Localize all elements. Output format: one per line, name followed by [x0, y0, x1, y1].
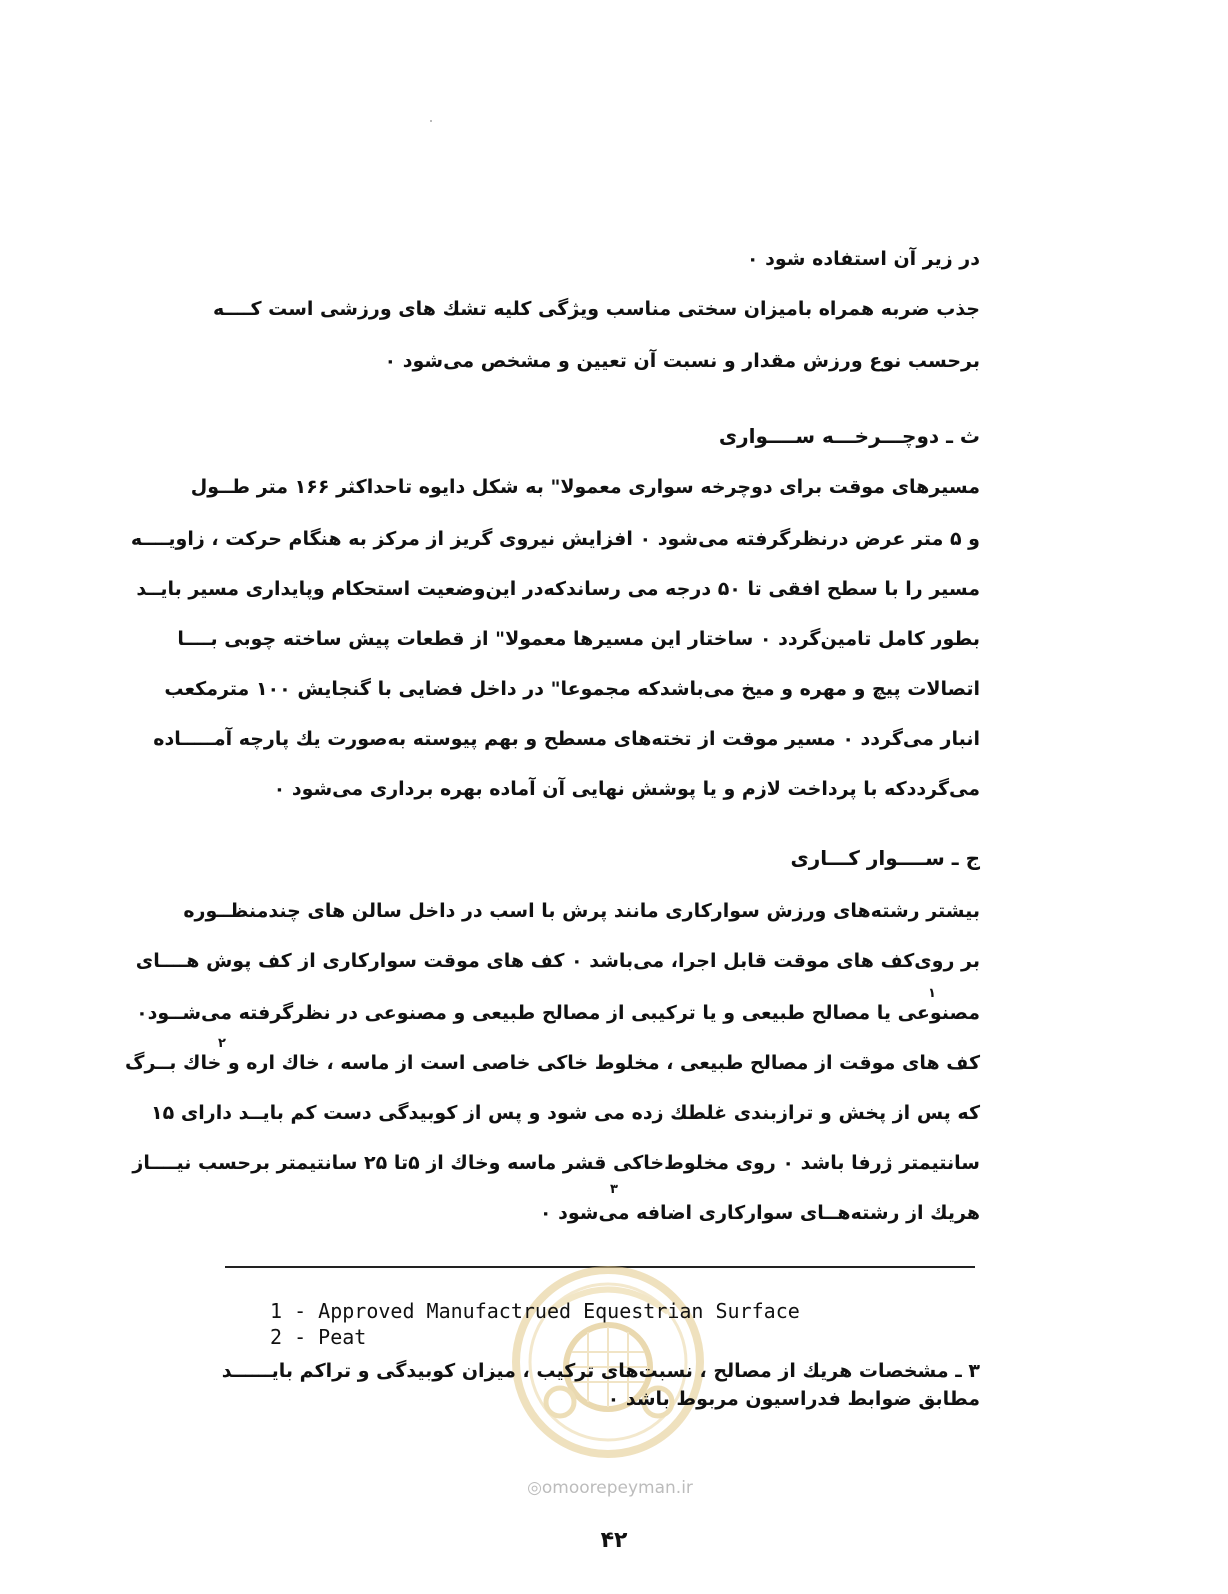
footnote-1: 1 - Approved Manufactrued Equestrian Surface: [270, 1299, 800, 1323]
section-heading-cycling: ث ـ دوچـــرخـــه ســــواری: [718, 424, 980, 448]
footnote-marker-1: ۱: [928, 986, 936, 1001]
equestrian-line-7: هریك از رشته‌هــای سوارکاری اضافه می‌شود ۰: [539, 1202, 980, 1224]
page-number: ۴۲: [600, 1528, 628, 1553]
cycling-line-3: مسیر را با سطح افقی تا ۵۰ درجه می رساندکه‌در این‌وضعیت استحکام وپایداری مسیر بایــد: [136, 578, 980, 600]
footnote-3-line-2: مطابق ضوابط فدراسیون مربوط باشد ۰: [607, 1388, 980, 1410]
watermark-url: ◎omoorepeyman.ir: [527, 1478, 693, 1498]
body-line-3: برحسب نوع ورزش مقدار و نسبت آن تعیین و مشخص می‌شود ۰: [384, 350, 980, 372]
section-heading-equestrian: ج ـ ســــوار کـــاری: [790, 846, 980, 870]
equestrian-line-3: مصنوعی یا مصالح طبیعی و یا ترکیبی از مصالح طبیعی و مصنوعی در نظرگرفته می‌شــود۰: [136, 1002, 980, 1024]
footnote-marker-2: ۲: [218, 1036, 226, 1051]
equestrian-line-6: سانتیمتر ژرفا باشد ۰ روی مخلوط‌خاکی قشر ماسه وخاك از ۵تا ۲۵ سانتیمتر برحسب نیــــاز: [132, 1152, 980, 1174]
equestrian-line-1: بیشتر رشته‌های ورزش سوارکاری مانند پرش با اسب در داخل سالن های چندمنظــوره: [183, 900, 980, 922]
equestrian-line-5: که پس از پخش و ترازبندی غلطك زده می شود و پس از کوبیدگی دست کم بایــد دارای ۱۵: [151, 1102, 980, 1124]
globe-icon: ◎: [527, 1478, 542, 1498]
scan-speck: [430, 120, 432, 122]
cycling-line-7: می‌گرددکه با پرداخت لازم و یا پوشش نهایی آن آماده بهره برداری می‌شود ۰: [273, 778, 980, 800]
equestrian-line-4: کف های موقت از مصالح طبیعی ، مخلوط خاکی خاصی است از ماسه ، خاك اره و خاك بــرگ: [125, 1052, 980, 1074]
equestrian-line-2: بر روی‌کف های موقت قابل اجرا، می‌باشد ۰ کف های موقت سوارکاری از کف پوش هــــای: [135, 950, 980, 972]
cycling-line-1: مسیرهای موقت برای دوچرخه سواری معمولا" به شکل دایوه تاحداکثر ۱۶۶ متر طــول: [190, 476, 980, 498]
footnote-2: 2 - Peat: [270, 1325, 367, 1349]
cycling-line-6: انبار می‌گردد ۰ مسیر موقت از تخته‌های مسطح و بهم پیوسته به‌صورت یك پارچه آمـــــاده: [153, 728, 980, 750]
cycling-line-5: اتصالات پیچ و مهره و میخ می‌باشدکه مجموعا" در داخل فضایی با گنجایش ۱۰۰ مترمکعب: [164, 678, 980, 700]
footnote-3-line-1: ۳ ـ مشخصات هریك از مصالح ، نسبت‌های ترکیب ، میزان کوبیدگی و تراکم بایــــــد: [221, 1360, 980, 1382]
cycling-line-4: بطور کامل تامین‌گردد ۰ ساختار این مسیرها معمولا" از قطعات پیش ساخته چوبی بــــا: [177, 628, 980, 650]
cycling-line-2: و ۵ متر عرض درنظرگرفته می‌شود ۰ افزایش نیروی گریز از مرکز به هنگام حرکت ، زاویــــه: [130, 528, 980, 550]
body-line-2: جذب ضربه همراه بامیزان سختی مناسب ویژگی کلیه تشك های ورزشی است کــــه: [212, 298, 980, 320]
body-line-1: در زیر آن استفاده شود ۰: [746, 248, 980, 270]
footnote-marker-3: ۳: [610, 1182, 618, 1197]
